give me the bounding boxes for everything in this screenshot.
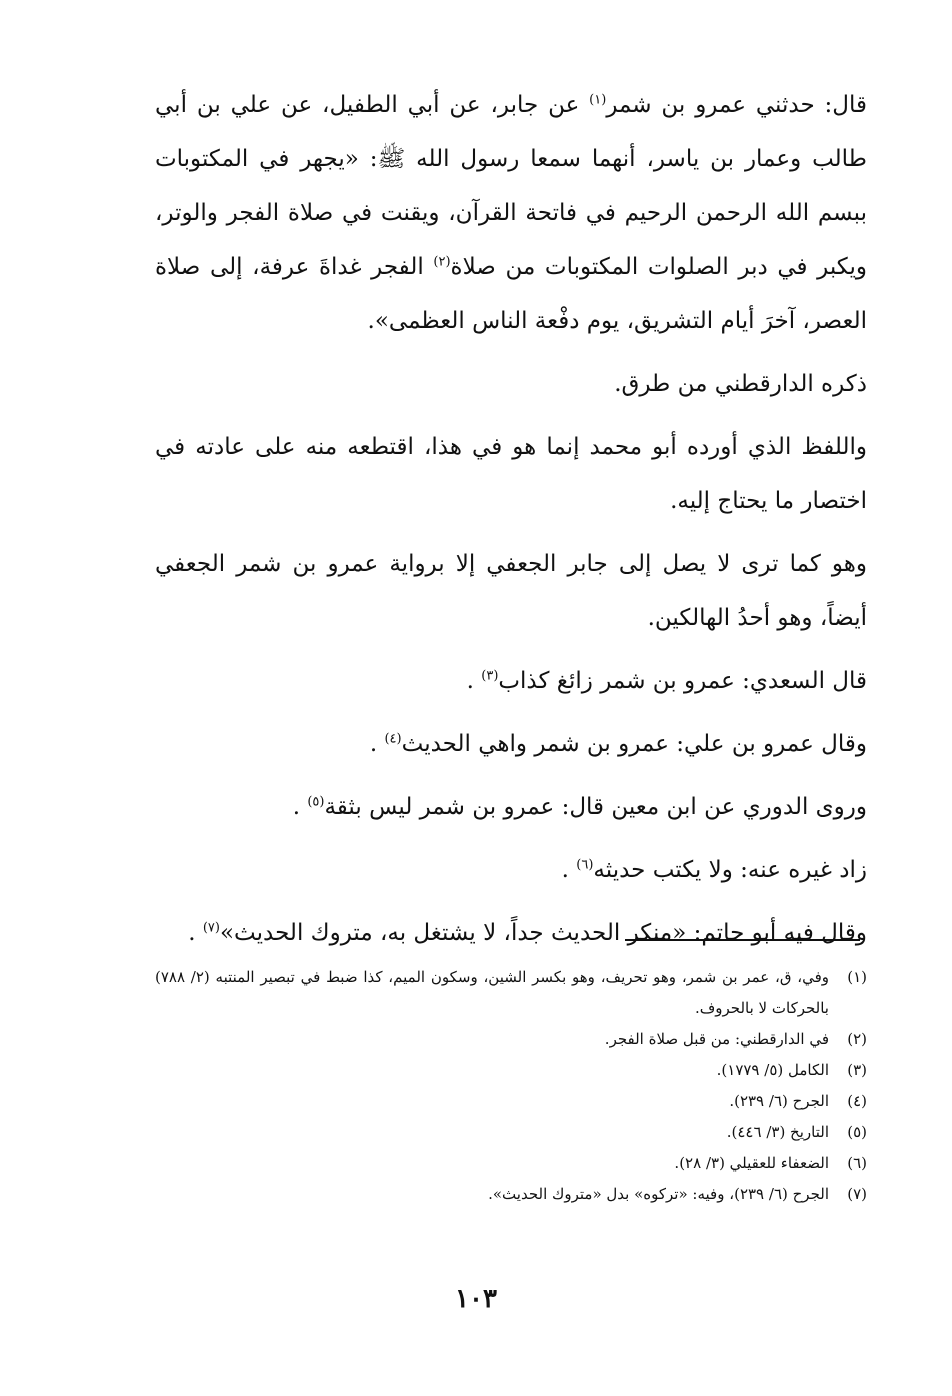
footnote-1 [155,962,867,1024]
footnote-number: (٣) [847,1061,867,1079]
footnote-number: (١) [847,968,867,986]
paragraph-5: قال السعدي: عمرو بن شمر زائغ كذاب$^{(٣)}$ . [466,668,867,694]
footnote-ref-6[interactable]: (٦) [576,857,594,873]
footnote-ref-1[interactable]: (١) [589,92,607,108]
footnote-ref-7[interactable]: (٧) [202,920,220,936]
footnote-2 [155,1024,867,1055]
paragraph-1: قال: حدثني عمرو بن شمر$^{(١)}$ عن جابر، عن أبي الطفيل، عن علي بن أبي طالب وعمار بن ياسر، أنهما سمعا رسول الله ﷺ: «يجهر في المكتوبات ببسم الله الرحمن الرحيم في فاتحة القرآن، ويقنت في صلاة الفجر والوتر، ويكبر في دبر الصلوات المكتوبات من صلاة$^{(٢)}$ الفجر غداةَ عرفة، إلى صلاة العصر، آخرَ أيام التشريق، يوم دفْعة الناس العظمى». [155,92,868,334]
footnote-6 [155,1148,867,1179]
paragraph-7: وروى الدوري عن ابن معين قال: عمرو بن شمر ليس بثقة$^{(٥)}$ . [292,794,867,820]
footnote-4 [155,1086,867,1117]
footnote-divider [625,939,860,941]
footnote-number: (٦) [847,1154,867,1172]
footnote-ref-2[interactable]: (٢) [433,254,451,270]
page-number: ١٠٣ [455,1284,497,1314]
footnote-number: (٧) [847,1185,867,1203]
footnote-5 [155,1117,867,1148]
footnote-text: التاريخ (٣/ ٤٤٦). [726,1123,829,1141]
footnote-7 [155,1179,867,1210]
paragraph-9: وقال فيه أبو حاتم: «منكر الحديث جداً، لا يشتغل به، متروك الحديث»$^{(٧)}$ . [188,920,867,946]
footnote-text: وفي، ق، عمر بن شمر، وهو تحريف، وهو بكسر الشين، وسكون الميم، كذا ضبط في تبصير المنتبه (٢/ ٧٨٨) بالحركات لا بالحروف. [155,968,829,1017]
footnote-ref-5[interactable]: (٥) [307,794,325,810]
paragraph-8: زاد غيره عنه: ولا يكتب حديثه$^{(٦)}$ . [561,857,867,883]
footnote-ref-3[interactable]: (٣) [481,668,499,684]
footnote-text: الجرح (٦/ ٢٣٩)، وفيه: «تركوه» بدل «متروك الحديث». [488,1185,829,1203]
footnote-ref-4[interactable]: (٤) [384,731,402,747]
main-text [155,78,867,969]
footnote-text: في الدارقطني: من قبل صلاة الفجر. [604,1030,829,1048]
footnote-number: (٢) [847,1030,867,1048]
footnote-text: الجرح (٦/ ٢٣٩). [729,1092,829,1110]
paragraph-4: وهو كما ترى لا يصل إلى جابر الجعفي إلا برواية عمرو بن شمر الجعفي أيضاً، وهو أحدُ الهالكين. [155,551,867,631]
paragraph-3: واللفظ الذي أورده أبو محمد إنما هو في هذا، اقتطعه منه على عادته في اختصار ما يحتاج إليه. [155,434,867,514]
footnote-3 [155,1055,867,1086]
footnotes [155,962,867,1210]
paragraph-2: ذكره الدارقطني من طرق. [614,371,867,397]
footnote-text: الضعفاء للعقيلي (٣/ ٢٨). [674,1154,829,1172]
footnote-text: الكامل (٥/ ١٧٧٩). [716,1061,829,1079]
footnote-number: (٤) [847,1092,867,1110]
paragraph-6: وقال عمرو بن علي: عمرو بن شمر واهي الحديث$^{(٤)}$ . [369,731,867,757]
footnote-number: (٥) [847,1123,867,1141]
